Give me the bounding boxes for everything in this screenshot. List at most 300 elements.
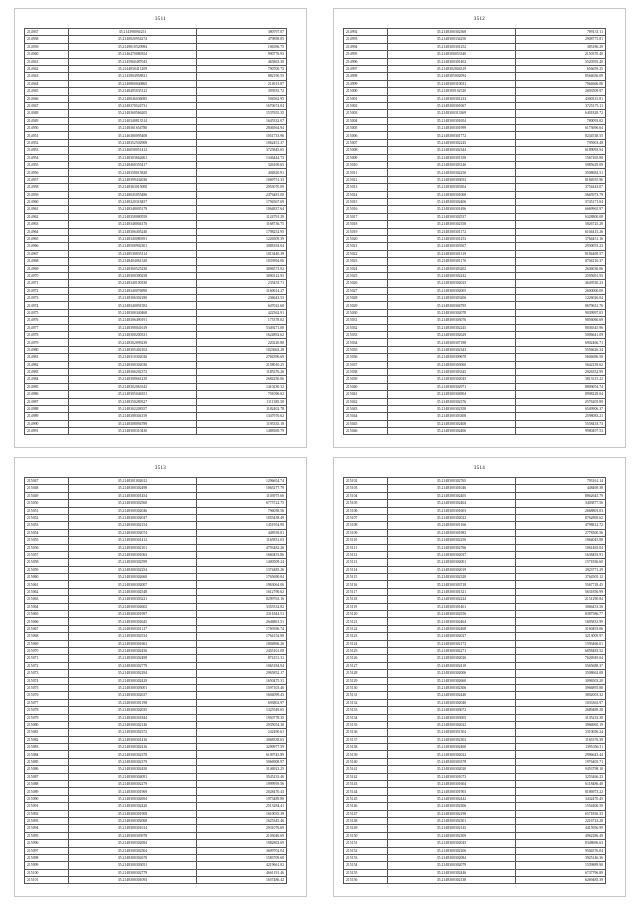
coordinate-cell: 35.2148300302303 — [388, 736, 516, 743]
table-row — [344, 36, 606, 43]
amount-cell: 1695833.99 — [516, 618, 606, 625]
row-id-cell: 215156 — [344, 877, 388, 884]
table-row — [25, 559, 287, 566]
table-row — [344, 847, 606, 854]
row-id-cell: 215135 — [344, 721, 388, 728]
table-row — [344, 588, 606, 595]
row-id-cell: 215081 — [25, 729, 69, 736]
table-row — [25, 478, 287, 485]
coordinate-cell: 35.2148300302548 — [69, 588, 197, 595]
amount-cell: 3813315.22 — [516, 376, 606, 383]
page-2 — [333, 8, 626, 448]
table-row — [25, 391, 287, 398]
coordinate-cell: 35.2148300302378 — [69, 751, 197, 758]
row-id-cell: 215024 — [344, 265, 388, 272]
amount-cell: 1374485.26 — [197, 566, 287, 573]
coordinate-cell: 35.2148300302036 — [69, 361, 197, 368]
table-row — [344, 551, 606, 558]
table-row — [344, 213, 606, 220]
amount-cell: 9980497.53 — [516, 428, 606, 435]
amount-cell: 5006641.09 — [516, 332, 606, 339]
table-row — [25, 376, 287, 383]
coordinate-cell: 35.2148300302645 — [69, 618, 197, 625]
coordinate-cell: 35.2148300303206 — [388, 295, 516, 302]
table-row — [25, 191, 287, 198]
amount-cell: 6269485.39 — [516, 877, 606, 884]
table-row — [25, 611, 287, 618]
amount-cell: 3355532.82 — [197, 603, 287, 610]
coordinate-cell: 35.2148300302660 — [69, 574, 197, 581]
coordinate-cell: 35.2148300302006 — [388, 670, 516, 677]
row-id-cell: 215147 — [344, 810, 388, 817]
coordinate-cell: 35.2148300302429 — [69, 677, 197, 684]
row-id-cell: 215010 — [344, 162, 388, 169]
row-id-cell: 215027 — [344, 287, 388, 294]
coordinate-cell: 35.2148460355417 — [69, 162, 197, 169]
table-row — [344, 413, 606, 420]
coordinate-cell: 35.2148300313369 — [388, 110, 516, 117]
row-id-cell: 215009 — [344, 154, 388, 161]
coordinate-cell: 35.2148300302301 — [388, 817, 516, 824]
coordinate-cell: 35.2148300301321 — [388, 588, 516, 595]
amount-cell: 1165831.03 — [197, 537, 287, 544]
coordinate-cell: 35.2148300301093 — [69, 877, 197, 884]
row-id-cell: 215082 — [25, 736, 69, 743]
amount-cell: 701096.02 — [197, 391, 287, 398]
coordinate-cell: 35.2148300302637 — [69, 692, 197, 699]
coordinate-cell: 35.2148300302629 — [388, 332, 516, 339]
row-id-cell: 214962 — [25, 213, 69, 220]
row-id-cell: 214994 — [344, 43, 388, 50]
amount-cell: 1182402.78 — [197, 405, 287, 412]
table-row — [344, 788, 606, 795]
table-row — [25, 346, 287, 353]
row-id-cell: 215026 — [344, 280, 388, 287]
amount-cell: 2636036.06 — [516, 265, 606, 272]
coordinate-cell: 35.2148300301233 — [388, 95, 516, 102]
table-row — [344, 854, 606, 861]
table-row — [344, 405, 606, 412]
row-id-cell: 215102 — [344, 478, 388, 485]
coordinate-cell: 35.2148300302271 — [388, 647, 516, 654]
amount-cell: 882190.55 — [197, 73, 287, 80]
coordinate-cell: 35.2148305046351 — [69, 391, 197, 398]
amount-cell: 4219661.02 — [197, 862, 287, 869]
table-row — [344, 309, 606, 316]
amount-cell: 5567718.45 — [516, 581, 606, 588]
coordinate-cell: 35.2148300302468 — [388, 625, 516, 632]
row-id-cell: 215080 — [25, 721, 69, 728]
table-row — [344, 346, 606, 353]
table-row — [344, 581, 606, 588]
amount-cell: 990776.93 — [197, 51, 287, 58]
coordinate-cell: 35.2148300302779 — [69, 869, 197, 876]
row-id-cell: 215029 — [344, 302, 388, 309]
amount-cell: 2158010.25 — [197, 361, 287, 368]
coordinate-cell: 35.2145960487043 — [69, 58, 197, 65]
row-id-cell: 214991 — [25, 428, 69, 435]
table-row — [344, 80, 606, 87]
table-row — [25, 51, 287, 58]
coordinate-cell: 35.2148300302101 — [69, 544, 197, 551]
amount-cell: 3725175.11 — [516, 102, 606, 109]
coordinate-cell: 35.2148300302498 — [69, 485, 197, 492]
amount-cell: 3665973.79 — [516, 191, 606, 198]
coordinate-cell: 35.2148300301654 — [388, 117, 516, 124]
amount-cell: 1065277.79 — [197, 485, 287, 492]
amount-cell: 1325549.65 — [197, 707, 287, 714]
table-row — [344, 500, 606, 507]
table-row — [344, 398, 606, 405]
row-id-cell: 215017 — [344, 213, 388, 220]
row-id-cell: 215151 — [344, 840, 388, 847]
coordinate-cell: 35.2148300301046 — [388, 485, 516, 492]
table-row — [344, 110, 606, 117]
amount-cell: 1645332.07 — [197, 117, 287, 124]
amount-cell: 404820.91 — [197, 169, 287, 176]
amount-cell: 1103975.66 — [197, 492, 287, 499]
amount-cell: 242490.61 — [197, 729, 287, 736]
row-id-cell: 215042 — [344, 398, 388, 405]
row-id-cell: 215048 — [25, 485, 69, 492]
table-row — [344, 428, 606, 435]
amount-cell: 1013440.39 — [197, 250, 287, 257]
row-id-cell: 214979 — [25, 339, 69, 346]
row-id-cell: 215018 — [344, 221, 388, 228]
amount-cell: 1111385.50 — [197, 398, 287, 405]
row-id-cell: 215130 — [344, 684, 388, 691]
amount-cell: 6669965.97 — [516, 206, 606, 213]
row-id-cell: 214970 — [25, 272, 69, 279]
amount-cell: 448469.38 — [516, 485, 606, 492]
coordinate-cell: 35.2148300302242 — [388, 272, 516, 279]
coordinate-cell: 35.2148300302250 — [388, 537, 516, 544]
amount-cell: 4962286.49 — [516, 832, 606, 839]
amount-cell: 3253466.23 — [516, 773, 606, 780]
amount-cell: 8184935.96 — [516, 176, 606, 183]
row-id-cell: 215094 — [25, 825, 69, 832]
row-id-cell: 215155 — [344, 869, 388, 876]
amount-cell: 1864045.88 — [516, 537, 606, 544]
amount-cell: 7064666.06 — [516, 80, 606, 87]
coordinate-cell: 35.2148300301068 — [388, 191, 516, 198]
row-id-cell: 215104 — [344, 492, 388, 499]
coordinate-cell: 35.2148300302372 — [69, 729, 197, 736]
coordinate-cell: 35.2148300302406 — [388, 198, 516, 205]
table-row — [25, 243, 287, 250]
coordinate-cell: 35.2148300302138 — [388, 877, 516, 884]
page-title: 3512 — [473, 17, 486, 22]
amount-cell: 8862645.79 — [516, 492, 606, 499]
coordinate-cell: 35.2148300301412 — [69, 537, 197, 544]
amount-cell: 3096503.20 — [516, 677, 606, 684]
row-id-cell: 215074 — [25, 677, 69, 684]
amount-cell: 1346444.73 — [197, 154, 287, 161]
row-id-cell: 215034 — [344, 339, 388, 346]
coordinate-cell: 35.2148300301983 — [388, 529, 516, 536]
table-row — [25, 125, 287, 132]
amount-cell: 5985629.09 — [516, 162, 606, 169]
coordinate-cell: 35.2148300304091 — [69, 773, 197, 780]
table-row — [344, 176, 606, 183]
table-row — [25, 862, 287, 869]
row-id-cell: 215013 — [344, 184, 388, 191]
table-row — [344, 618, 606, 625]
coordinate-cell: 35.2148363015000 — [69, 184, 197, 191]
table-row — [344, 302, 606, 309]
coordinate-cell: 35.2148300302456 — [69, 647, 197, 654]
row-id-cell: 215122 — [344, 625, 388, 632]
coordinate-cell: 35.2148300302678 — [69, 854, 197, 861]
coordinate-cell: 35.2148300302464 — [388, 500, 516, 507]
row-id-cell: 215021 — [344, 243, 388, 250]
coordinate-cell: 35.2148300302418 — [388, 662, 516, 669]
table-row — [344, 574, 606, 581]
table-row — [25, 781, 287, 788]
amount-cell: 1625345.46 — [197, 817, 287, 824]
coordinate-cell: 35.2148300303053 — [388, 176, 516, 183]
row-id-cell: 215062 — [25, 588, 69, 595]
coordinate-cell: 35.2148300303304 — [388, 184, 516, 191]
amount-cell: 8809054.74 — [516, 383, 606, 390]
amount-cell: 3088184.04 — [197, 243, 287, 250]
coordinate-cell: 35.2148302063342 — [69, 383, 197, 390]
row-id-cell: 215040 — [344, 383, 388, 390]
row-id-cell: 215119 — [344, 603, 388, 610]
row-id-cell: 215020 — [344, 235, 388, 242]
coordinate-cell: 35.2148352502908 — [69, 139, 197, 146]
row-id-cell: 215143 — [344, 781, 388, 788]
row-id-cell: 215078 — [25, 707, 69, 714]
row-id-cell: 215091 — [25, 803, 69, 810]
table-row — [25, 169, 287, 176]
table-row — [344, 317, 606, 324]
table-row — [25, 640, 287, 647]
amount-cell: 6189093.94 — [516, 147, 606, 154]
table-row — [25, 88, 287, 95]
table-row — [25, 529, 287, 536]
coordinate-cell: 35.2148300301661 — [69, 640, 197, 647]
row-id-cell: 215068 — [25, 633, 69, 640]
row-id-cell: 215043 — [344, 405, 388, 412]
table-row — [25, 647, 287, 654]
row-id-cell: 215046 — [344, 428, 388, 435]
amount-cell: 2684250.06 — [197, 376, 287, 383]
table-row — [344, 287, 606, 294]
table-row — [25, 736, 287, 743]
amount-cell: 793161.14 — [516, 478, 606, 485]
coordinate-cell: 35.2148300301454 — [69, 492, 197, 499]
table-row — [25, 551, 287, 558]
amount-cell: 647022.60 — [197, 302, 287, 309]
row-id-cell: 214982 — [25, 361, 69, 368]
amount-cell: 6571836.33 — [516, 810, 606, 817]
amount-cell: 1395356.11 — [516, 744, 606, 751]
coordinate-cell: 35.2148300303221 — [69, 596, 197, 603]
table-row — [344, 147, 606, 154]
amount-cell: 7626949.04 — [516, 655, 606, 662]
row-id-cell: 214995 — [344, 51, 388, 58]
coordinate-cell: 35.2148300302001 — [388, 559, 516, 566]
amount-cell: 2055070.09 — [197, 184, 287, 191]
table-row — [344, 332, 606, 339]
table-row — [25, 581, 287, 588]
coordinate-cell: 35.2148300302068 — [69, 817, 197, 824]
amount-cell: 5631856.99 — [516, 588, 606, 595]
table-row — [25, 832, 287, 839]
amount-cell: 3213009.97 — [516, 633, 606, 640]
table-row — [25, 139, 287, 146]
table-row — [344, 265, 606, 272]
amount-cell: 6775722.75 — [197, 500, 287, 507]
row-id-cell: 214937 — [25, 29, 69, 36]
table-row — [344, 507, 606, 514]
table-row — [344, 514, 606, 521]
table-row — [344, 840, 606, 847]
row-id-cell: 215142 — [344, 773, 388, 780]
table-row — [344, 339, 606, 346]
amount-cell: 3508684.51 — [516, 169, 606, 176]
table-row — [25, 507, 287, 514]
amount-cell: 1055438.49 — [197, 514, 287, 521]
coordinate-cell: 35.2145804958821 — [69, 73, 197, 80]
coordinate-cell: 35.2148303662661 — [69, 154, 197, 161]
coordinate-cell: 35.2148300302420 — [69, 803, 197, 810]
amount-cell: 8036545.96 — [516, 324, 606, 331]
amount-cell: 3160614.27 — [197, 287, 287, 294]
table-row — [25, 413, 287, 420]
table-row — [344, 744, 606, 751]
row-id-cell: 214943 — [25, 73, 69, 80]
coordinate-cell: 35.2148300302464 — [388, 618, 516, 625]
row-id-cell: 215126 — [344, 655, 388, 662]
coordinate-cell: 35.2140860040865 — [69, 80, 197, 87]
amount-cell: 236643.53 — [197, 295, 287, 302]
row-id-cell: 215144 — [344, 788, 388, 795]
amount-cell: 4661191.46 — [197, 869, 287, 876]
coordinate-cell: 35.2148300302037 — [388, 551, 516, 558]
table-row — [344, 198, 606, 205]
amount-cell: 3923771.29 — [516, 566, 606, 573]
coordinate-cell: 35.2148300302534 — [69, 633, 197, 640]
coordinate-cell: 35.2148358080559 — [69, 213, 197, 220]
amount-cell: 2598083.21 — [516, 413, 606, 420]
coordinate-cell: 35.2148300303345 — [388, 368, 516, 375]
table-row — [25, 633, 287, 640]
amount-cell: 6858483.52 — [516, 647, 606, 654]
table-row — [25, 707, 287, 714]
row-id-cell: 215145 — [344, 795, 388, 802]
table-row — [344, 492, 606, 499]
table-row — [25, 265, 287, 272]
row-id-cell: 215022 — [344, 250, 388, 257]
coordinate-cell: 35.2146058051412 — [69, 147, 197, 154]
data-table — [24, 28, 287, 435]
table-row — [344, 485, 606, 492]
row-id-cell: 215054 — [25, 529, 69, 536]
amount-cell: 5604686.58 — [516, 354, 606, 361]
row-id-cell: 215098 — [25, 854, 69, 861]
coordinate-cell: 35.2148300302084 — [388, 854, 516, 861]
row-id-cell: 214953 — [25, 147, 69, 154]
coordinate-cell: 35.2148300303060 — [388, 361, 516, 368]
amount-cell: 6173696.64 — [516, 125, 606, 132]
amount-cell: 1593466.01 — [516, 640, 606, 647]
amount-cell: 1963064.06 — [197, 581, 287, 588]
table-row — [25, 198, 287, 205]
amount-cell: 175378.02 — [197, 317, 287, 324]
row-id-cell: 215114 — [344, 566, 388, 573]
row-id-cell: 215111 — [344, 544, 388, 551]
coordinate-cell: 35.2148300302779 — [69, 662, 197, 669]
table-row — [25, 65, 287, 72]
amount-cell: 3754443.07 — [516, 184, 606, 191]
coordinate-cell: 35.2148300102520 — [388, 88, 516, 95]
row-id-cell: 214986 — [25, 391, 69, 398]
table-row — [344, 478, 606, 485]
table-row — [344, 125, 606, 132]
table-row — [344, 603, 606, 610]
row-id-cell: 214951 — [25, 132, 69, 139]
amount-cell: 2784396.69 — [197, 354, 287, 361]
coordinate-cell: 35.2148300302694 — [69, 795, 197, 802]
row-id-cell: 214949 — [25, 117, 69, 124]
coordinate-cell: 35.2148348005179 — [69, 206, 197, 213]
amount-cell: 1638493.91 — [516, 551, 606, 558]
coordinate-cell: 35.2148300303308 — [388, 413, 516, 420]
coordinate-cell: 35.2148300302022 — [388, 751, 516, 758]
amount-cell: 1296654.74 — [197, 478, 287, 485]
row-id-cell: 215003 — [344, 110, 388, 117]
coordinate-cell: 35.2148300302560 — [69, 500, 197, 507]
row-id-cell: 214975 — [25, 309, 69, 316]
amount-cell: 1670674.04 — [197, 102, 287, 109]
amount-cell: 465863.30 — [197, 58, 287, 65]
amount-cell: 1065184.94 — [197, 662, 287, 669]
row-id-cell: 215150 — [344, 832, 388, 839]
row-id-cell: 214942 — [25, 65, 69, 72]
table-row — [25, 744, 287, 751]
row-id-cell: 215016 — [344, 206, 388, 213]
row-id-cell: 214968 — [25, 258, 69, 265]
row-id-cell: 215103 — [344, 485, 388, 492]
table-row — [25, 110, 287, 117]
amount-cell: 1062451.37 — [197, 139, 287, 146]
coordinate-cell: 35.2148300302556 — [388, 611, 516, 618]
coordinate-cell: 35.2148300302369 — [388, 29, 516, 36]
amount-cell: 1567265.80 — [516, 154, 606, 161]
coordinate-cell: 35.2148300334250 — [388, 36, 516, 43]
table-row — [25, 43, 287, 50]
coordinate-cell: 35.2148300303978 — [69, 832, 197, 839]
coordinate-cell: 35.2148348004170 — [69, 221, 197, 228]
row-id-cell: 215023 — [344, 258, 388, 265]
coordinate-cell: 35.2148300301176 — [388, 258, 516, 265]
table-row — [344, 677, 606, 684]
row-id-cell: 214964 — [25, 228, 69, 235]
coordinate-cell: 35.2148300303567 — [388, 243, 516, 250]
coordinate-cell: 35.2148300302025 — [388, 280, 516, 287]
coordinate-cell: 35.2148300302408 — [388, 420, 516, 427]
coordinate-cell: 35.2148404061320 — [69, 258, 197, 265]
row-id-cell: 214961 — [25, 206, 69, 213]
amount-cell: 2908775.81 — [516, 36, 606, 43]
coordinate-cell: 35.2148530835114 — [69, 250, 197, 257]
amount-cell: 1195335.18 — [197, 420, 287, 427]
table-row — [25, 840, 287, 847]
row-id-cell: 214983 — [25, 368, 69, 375]
table-row — [344, 29, 606, 36]
